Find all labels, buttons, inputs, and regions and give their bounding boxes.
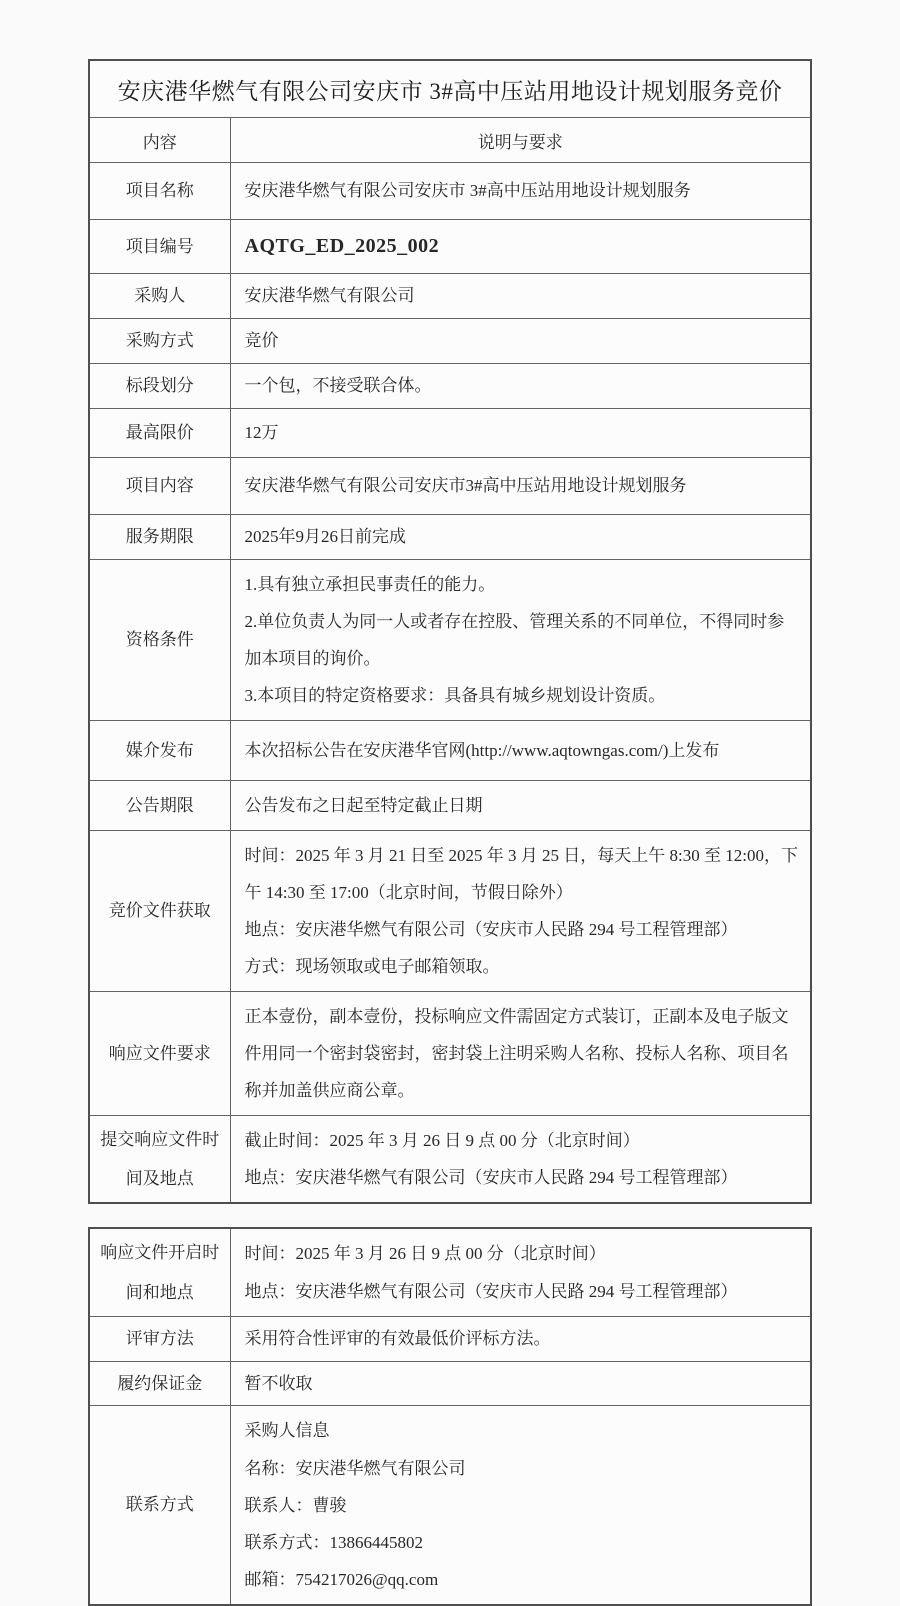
row-value: 暂不收取	[230, 1361, 811, 1406]
header-spec-col: 说明与要求	[230, 118, 811, 163]
row-label: 响应文件开启时间和地点	[89, 1228, 230, 1316]
contact-line: 采购人信息	[244, 1421, 330, 1441]
row-submission-time-place	[89, 1116, 811, 1204]
page-title: 安庆港华燃气有限公司安庆市 3#高中压站用地设计规划服务竞价	[89, 60, 811, 118]
document-page	[88, 59, 812, 1606]
row-label: 公告期限	[89, 781, 230, 831]
row-value: 12万	[230, 408, 811, 457]
row-label: 资格条件	[89, 559, 230, 720]
row-service-term	[89, 514, 811, 559]
row-value	[230, 559, 811, 720]
opening-line: 地点：安庆港华燃气有限公司（安庆市人民路 294 号工程管理部）	[244, 1281, 738, 1301]
row-doc-obtain	[89, 831, 811, 992]
row-label: 项目内容	[89, 457, 230, 514]
row-value: 一个包，不接受联合体。	[230, 363, 811, 408]
table-gap	[88, 1204, 812, 1227]
qualification-line: 2.单位负责人为同一人或者存在控股、管理关系的不同单位，不得同时参加本项目的询价。	[244, 611, 785, 668]
submission-line: 截止时间：2025 年 3 月 26 日 9 点 00 分（北京时间）	[244, 1131, 640, 1151]
row-label: 联系方式	[89, 1406, 230, 1605]
row-lot-division	[89, 363, 811, 408]
row-project-content	[89, 457, 811, 514]
submission-line: 地点：安庆港华燃气有限公司（安庆市人民路 294 号工程管理部）	[244, 1168, 738, 1188]
row-value: 采用符合性评审的有效最低价评标方法。	[230, 1316, 811, 1361]
qualification-line: 3.本项目的特定资格要求：具备具有城乡规划设计资质。	[244, 686, 666, 706]
row-label: 响应文件要求	[89, 992, 230, 1116]
row-label: 标段划分	[89, 363, 230, 408]
project-number: AQTG_ED_2025_002	[230, 220, 811, 274]
row-value	[230, 1116, 811, 1204]
row-contact-info	[89, 1406, 811, 1605]
row-label: 竞价文件获取	[89, 831, 230, 992]
contact-line: 名称：安庆港华燃气有限公司	[244, 1458, 466, 1478]
contact-line: 联系人：曹骏	[244, 1495, 347, 1515]
row-value: 正本壹份，副本壹份，投标响应文件需固定方式装订，正副本及电子版文件用同一个密封袋密封，密封袋上注明采购人名称、投标人名称、项目名称并加盖供应商公章。	[230, 992, 811, 1116]
row-value: 安庆港华燃气有限公司安庆市3#高中压站用地设计规划服务	[230, 457, 811, 514]
row-label: 履约保证金	[89, 1361, 230, 1406]
header-content-col: 内容	[89, 118, 230, 163]
row-opening-time-place	[89, 1228, 811, 1316]
row-media-publish	[89, 721, 811, 781]
row-evaluation-method	[89, 1316, 811, 1361]
title-row	[89, 60, 811, 118]
doc-obtain-line: 方式：现场领取或电子邮箱领取。	[244, 957, 500, 977]
opening-line: 时间：2025 年 3 月 26 日 9 点 00 分（北京时间）	[244, 1244, 606, 1264]
row-response-requirements	[89, 992, 811, 1116]
row-notice-period	[89, 781, 811, 831]
row-value: 公告发布之日起至特定截止日期	[230, 781, 811, 831]
row-purchaser	[89, 274, 811, 319]
row-label: 提交响应文件时间及地点	[89, 1116, 230, 1204]
row-value	[230, 831, 811, 992]
row-label: 最高限价	[89, 408, 230, 457]
row-value: 安庆港华燃气有限公司安庆市 3#高中压站用地设计规划服务	[230, 163, 811, 220]
bid-notice-table-main	[88, 59, 812, 1204]
contact-line: 邮箱：754217026@qq.com	[244, 1569, 439, 1589]
row-value: 2025年9月26日前完成	[230, 514, 811, 559]
bid-notice-table-secondary	[88, 1227, 812, 1605]
row-label: 服务期限	[89, 514, 230, 559]
contact-line: 联系方式：13866445802	[244, 1532, 423, 1552]
row-procure-method	[89, 318, 811, 363]
row-label: 媒介发布	[89, 721, 230, 781]
row-value: 安庆港华燃气有限公司	[230, 274, 811, 319]
row-label: 评审方法	[89, 1316, 230, 1361]
row-label: 采购方式	[89, 318, 230, 363]
row-label: 采购人	[89, 274, 230, 319]
doc-obtain-line: 地点：安庆港华燃气有限公司（安庆市人民路 294 号工程管理部）	[244, 920, 738, 940]
doc-obtain-line: 时间：2025 年 3 月 21 日至 2025 年 3 月 25 日，每天上午 8:30 至 12:00，下午 14:30 至 17:00（北京时间，节假日除外）	[244, 846, 798, 903]
row-project-name	[89, 163, 811, 220]
qualification-line: 1.具有独立承担民事责任的能力。	[244, 574, 496, 594]
row-label: 项目编号	[89, 220, 230, 274]
row-value	[230, 1228, 811, 1316]
row-label: 项目名称	[89, 163, 230, 220]
row-qualification	[89, 559, 811, 720]
row-value: 竞价	[230, 318, 811, 363]
row-performance-bond	[89, 1361, 811, 1406]
row-value: 本次招标公告在安庆港华官网(http://www.aqtowngas.com/)上发布	[230, 721, 811, 781]
row-value	[230, 1406, 811, 1605]
header-row	[89, 118, 811, 163]
row-price-cap	[89, 408, 811, 457]
row-project-no	[89, 220, 811, 274]
